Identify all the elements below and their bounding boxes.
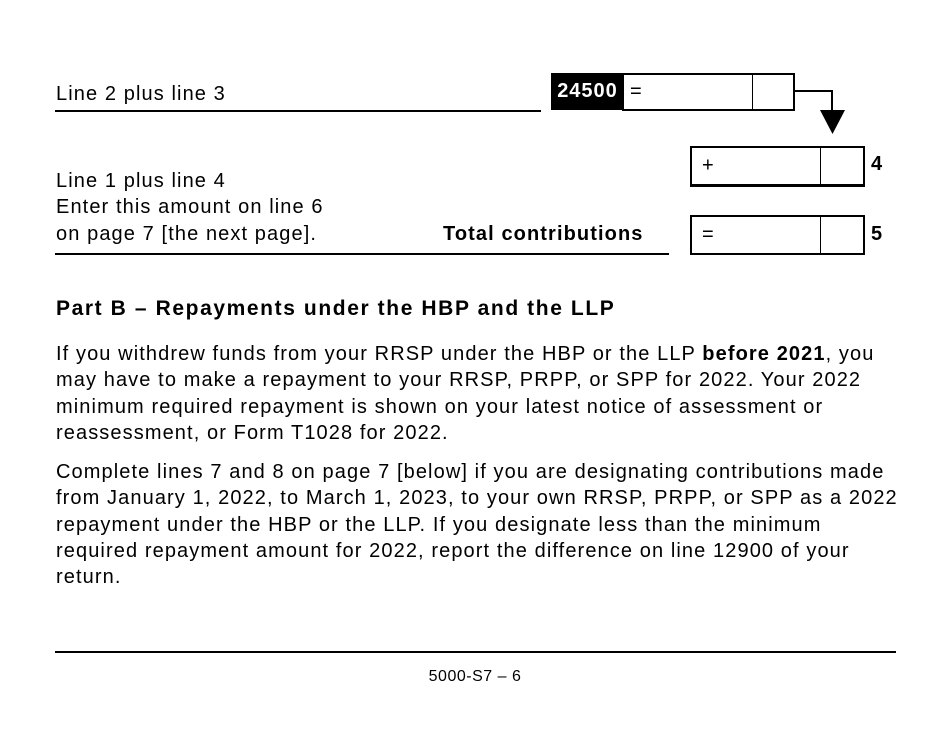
part-b-paragraph-2: Complete lines 7 and 8 on page 7 [below] if you are designating contributions made from January 1, 2022, to March 1, 2023, to your own RRSP, PRPP, or SPP as a 2022 repayment under the HBP or the LLP. If you designate less than the minimum required repayment amount for 2022, report the difference on line 12900 of your return. [56, 461, 898, 589]
equals-sign: = [630, 80, 642, 103]
line-code-24500: 24500 [551, 73, 624, 110]
line-4-label-2: Enter this amount on line 6 [56, 196, 324, 218]
line-2-plus-3-label: Line 2 plus line 3 [56, 83, 226, 105]
line-4-label-1: Line 1 plus line 4 [56, 170, 226, 192]
arrow-down-icon [793, 88, 853, 138]
line-number-5: 5 [871, 223, 883, 245]
line-number-4: 4 [871, 153, 883, 175]
text: If you withdrew funds from your RRSP under the HBP or the LLP [56, 343, 703, 365]
cents-divider [752, 75, 753, 109]
bold-text: before [702, 343, 771, 365]
text: , you may have to make a repayment to your RRSP, PRPP, or SPP for 2022. Your 2022 minimum required repayment is shown on your latest notice of assessment or reassessment, or Form T1028 for 2022. [56, 343, 875, 444]
underline [55, 110, 541, 112]
line-2-plus-3-amount-field[interactable] [622, 73, 795, 111]
part-b-paragraph-1 [56, 341, 906, 446]
total-contributions-field[interactable] [690, 215, 865, 255]
cents-divider [820, 217, 821, 253]
total-contributions-label: Total contributions [443, 223, 644, 245]
footer-rule [55, 651, 896, 653]
bold-text: 2021 [776, 343, 826, 365]
line-4-amount-field[interactable] [690, 146, 865, 187]
line-4-label-3: on page 7 [the next page]. [56, 223, 318, 245]
part-b-heading: Part B – Repayments under the HBP and the LLP [56, 297, 616, 320]
underline [55, 253, 669, 255]
page-number: 5000-S7 – 6 [428, 668, 522, 685]
equals-sign: = [702, 223, 714, 246]
plus-sign: + [702, 154, 714, 177]
cents-divider [820, 148, 821, 184]
